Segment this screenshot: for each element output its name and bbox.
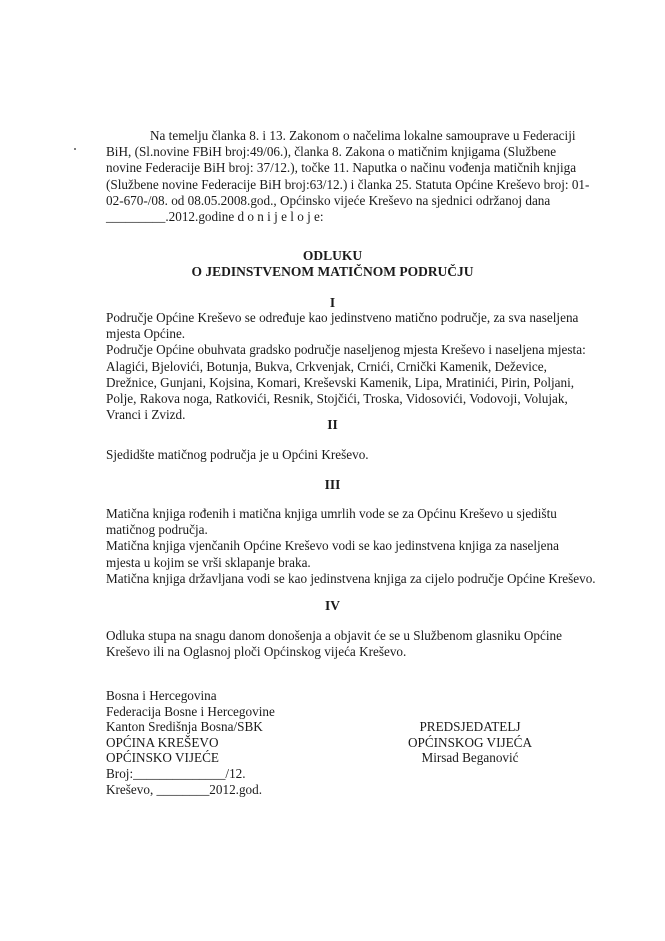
- article-paragraph: Sjedidšte matičnog područja je u Općini Kreševo.: [106, 447, 369, 462]
- issuer-line: OPĆINSKO VIJEĆE: [106, 750, 219, 766]
- article-number: II: [327, 417, 338, 432]
- document-title: [0, 248, 665, 280]
- article-body: [106, 506, 596, 587]
- article-number: IV: [324, 598, 340, 613]
- article-paragraph: Matična knjiga vjenčanih Općine Kreševo vodi se kao jedinstvena knjiga za naseljena mjesta u kojim se vrši sklapanje braka.: [106, 538, 559, 570]
- signatory-line: OPĆINSKOG VIJEĆA: [408, 734, 532, 750]
- issuer-line: OPĆINA KREŠEVO: [106, 734, 219, 750]
- preamble-text: Na temelju članka 8. i 13. Zakonom o načelima lokalne samouprave u Federaciji BiH, (Sl.novine FBiH broj:49/06.), članka 8. Zakona o matičnim knjigama (Službene novine Federacije BiH broj: 37/12.), točke 11. Naputka o načinu vođenja matičnih knjiga (Službene novine Federacije BiH broj:63/12.) i članka 25. Statuta Općine Kreševo broj: 01-02-670-/08. od 08.05.2008.god., Općinsko vijeće Kreševo na sjednici održanoj dana _________.2012.godine d o n i j e l o j e:: [106, 128, 590, 225]
- article-number: I: [329, 295, 336, 310]
- signatory-block: [400, 719, 540, 766]
- article-paragraph: Odluka stupa na snagu danom donošenja a objavit će se u Službenom glasniku Općine Kreševo ili na Oglasnoj ploči Općinskog vijeća Kreševo.: [106, 628, 562, 660]
- signatory-line: Mirsad Beganović: [421, 750, 519, 766]
- issuer-line: Bosna i Hercegovina: [106, 688, 217, 703]
- issuer-block: [106, 688, 346, 797]
- signatory-line: PREDSJEDATELJ: [419, 719, 521, 734]
- issuer-line: Kreševo, ________2012.god.: [106, 781, 263, 797]
- scan-speck: [74, 148, 76, 150]
- article-paragraph: Područje Općine Kreševo se određuje kao jedinstveno matično područje, za sva naseljena mjesta Općine.: [106, 310, 579, 342]
- article-paragraph: Matična knjiga državljana vodi se kao jedinstvena knjiga za cijelo područje Općine Kreševo.: [106, 570, 596, 586]
- issuer-line: Broj:______________/12.: [106, 765, 246, 781]
- article-body: [106, 447, 596, 463]
- article-paragraph: Područje Općine obuhvata gradsko područje naseljenog mjesta Kreševo i naseljena mjesta: Alagići, Bjelovići, Botunja, Bukva, Crkvenjak, Crnići, Crnički Kamenik, Deževice, Drežnice, Gunjani, Kojsina, Komari, Kreševski Kamenik, Lipa, Mratinići, Pirin, Poljani, Polje, Rakova noga, Ratkovići, Resnik, Stojčići, Troska, Vidosovići, Vodovoji, Volujak, Vranci i Zvizd.: [106, 342, 586, 423]
- title-line-1: ODLUKU: [302, 248, 363, 263]
- title-line-2: O JEDINSTVENOM MATIČNOM PODRUČJU: [191, 264, 474, 279]
- article-number: III: [324, 477, 341, 492]
- article-paragraph: Matična knjiga rođenih i matična knjiga umrlih vode se za Općinu Kreševo u sjedištu matičnog područja.: [106, 506, 557, 538]
- issuer-line: Kanton Središnja Bosna/SBK: [106, 719, 263, 735]
- article-body: [106, 310, 596, 423]
- article-body: [106, 628, 596, 660]
- preamble: [106, 128, 592, 225]
- issuer-line: Federacija Bosne i Hercegovine: [106, 703, 275, 719]
